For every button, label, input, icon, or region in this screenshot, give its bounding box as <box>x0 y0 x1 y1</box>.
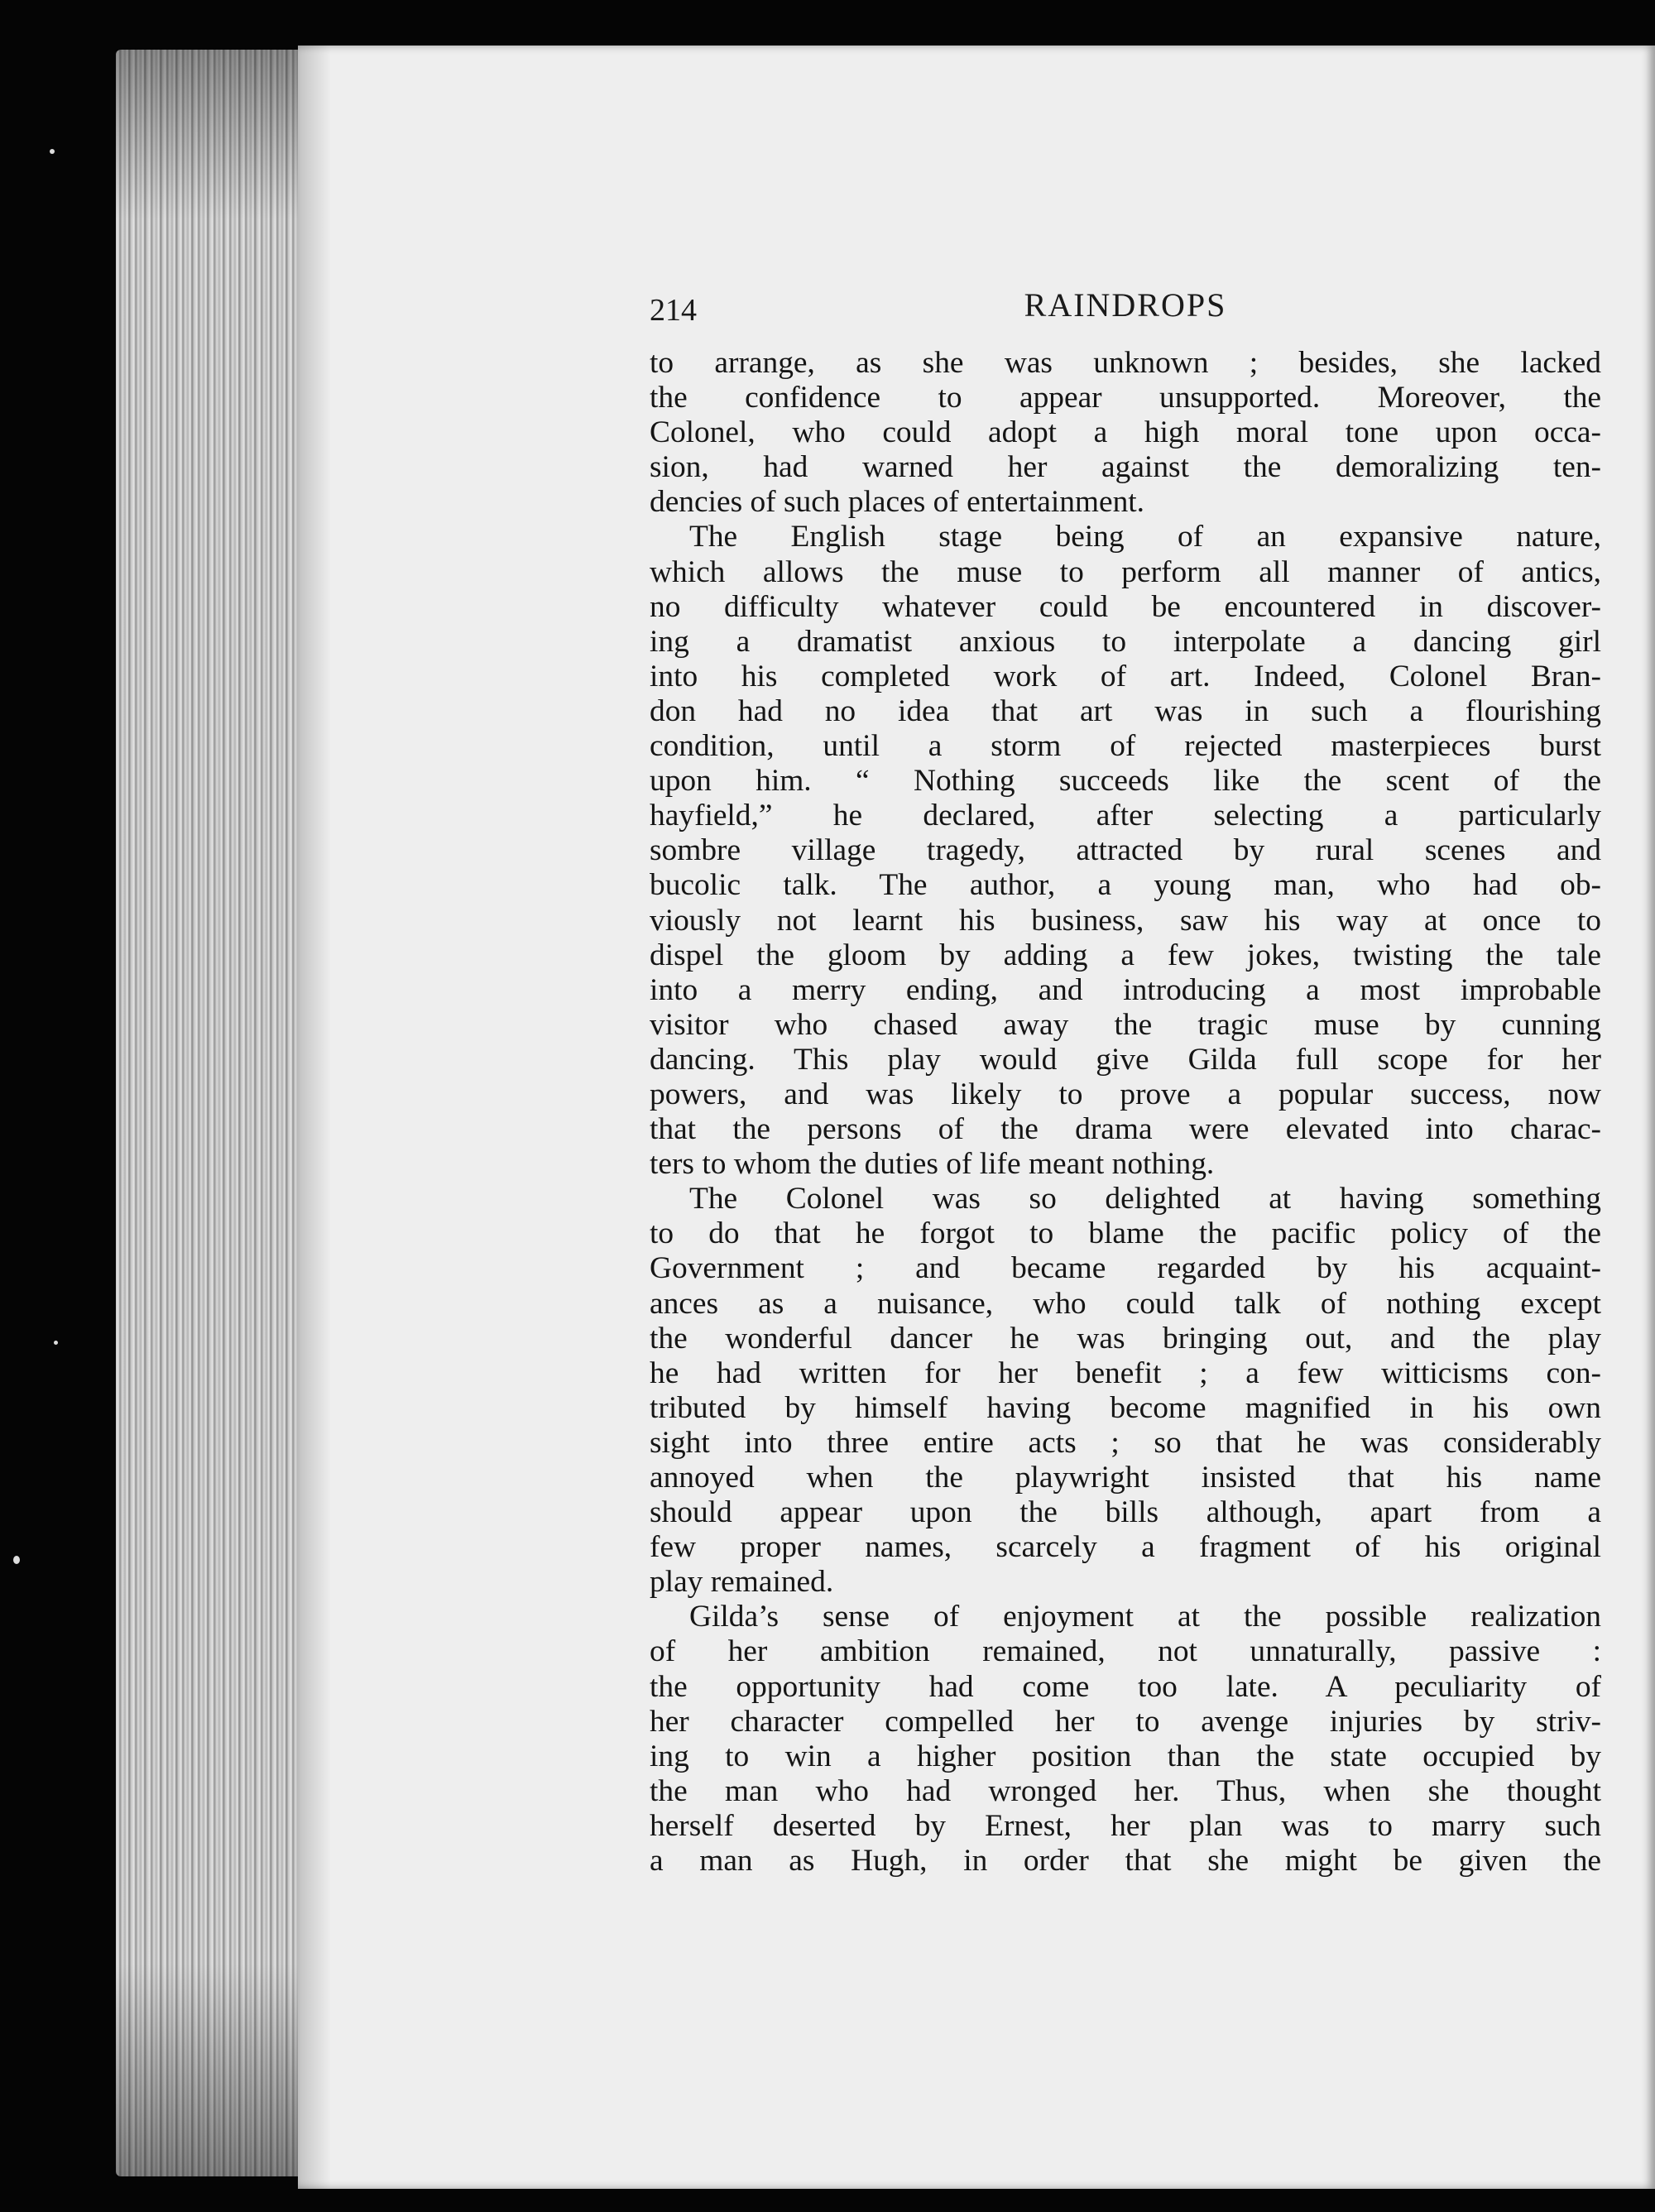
page-number: 214 <box>650 293 697 328</box>
text-line: condition, until a storm of rejected masterpieces burst <box>650 729 1601 764</box>
text-line: visitor who chased away the tragic muse by cunning <box>650 1007 1601 1042</box>
text-line: ing a dramatist anxious to interpolate a dancing girl <box>650 624 1601 659</box>
text-line: the wonderful dancer he was bringing out, and the play <box>650 1321 1601 1356</box>
text-line: viously not learnt his business, saw his way at once to <box>650 903 1601 938</box>
text-line: of her ambition remained, not unnaturally, passive : <box>650 1634 1601 1669</box>
text-line: the opportunity had come too late. A peculiarity of <box>650 1669 1601 1704</box>
text-line: dancing. This play would give Gilda full scope for her <box>650 1042 1601 1077</box>
text-line: sion, had warned her against the demoralizing ten- <box>650 450 1601 485</box>
text-line: sight into three entire acts ; so that he was considerably <box>650 1425 1601 1460</box>
dust-speck <box>50 149 55 154</box>
text-line: upon him. “ Nothing succeeds like the scent of the <box>650 764 1601 799</box>
text-line: no difficulty whatever could be encountered in discover- <box>650 589 1601 624</box>
dust-speck <box>13 1556 20 1564</box>
text-line: annoyed when the playwright insisted that his name <box>650 1461 1601 1495</box>
paragraph <box>650 520 1601 1182</box>
text-line: dispel the gloom by adding a few jokes, twisting the tale <box>650 938 1601 972</box>
text-line: the confidence to appear unsupported. Moreover, the <box>650 381 1601 415</box>
text-line: herself deserted by Ernest, her plan was to marry such <box>650 1808 1601 1843</box>
text-line: Colonel, who could adopt a high moral tone upon occa- <box>650 415 1601 450</box>
text-line: few proper names, scarcely a fragment of his original <box>650 1530 1601 1565</box>
text-line: her character compelled her to avenge injuries by striv- <box>650 1704 1601 1739</box>
text-line: Government ; and became regarded by his acquaint- <box>650 1251 1601 1286</box>
body-text <box>650 346 1601 1879</box>
paragraph <box>650 1600 1601 1879</box>
text-line: should appear upon the bills although, apart from a <box>650 1495 1601 1530</box>
paragraph <box>650 1182 1601 1600</box>
text-line: ing to win a higher position than the state occupied by <box>650 1739 1601 1773</box>
text-line: which allows the muse to perform all manner of antics, <box>650 554 1601 589</box>
text-line: The Colonel was so delighted at having something <box>689 1182 1601 1216</box>
text-line: bucolic talk. The author, a young man, who had ob- <box>650 868 1601 903</box>
text-line: hayfield,” he declared, after selecting a particularly <box>650 799 1601 833</box>
running-title: RAINDROPS <box>1024 286 1227 324</box>
text-line: into his completed work of art. Indeed, Colonel Bran- <box>650 659 1601 693</box>
text-line: he had written for her benefit ; a few witticisms con- <box>650 1356 1601 1390</box>
text-line: sombre village tragedy, attracted by rural scenes and <box>650 833 1601 868</box>
text-line: tributed by himself having become magnified in his own <box>650 1390 1601 1425</box>
text-line: The English stage being of an expansive nature, <box>689 520 1601 554</box>
text-line: ters to whom the duties of life meant nothing. <box>650 1147 1215 1182</box>
dust-speck <box>54 1341 58 1345</box>
page-edges <box>116 50 323 2176</box>
text-line: that the persons of the drama were elevated into charac- <box>650 1112 1601 1147</box>
running-head <box>650 285 1601 335</box>
text-line: don had no idea that art was in such a flourishing <box>650 693 1601 728</box>
text-line: ances as a nuisance, who could talk of nothing except <box>650 1286 1601 1321</box>
paragraph <box>650 346 1601 520</box>
text-line: into a merry ending, and introducing a most improbable <box>650 972 1601 1007</box>
text-line: Gilda’s sense of enjoyment at the possible realization <box>689 1600 1601 1634</box>
text-line: a man as Hugh, in order that she might be given the <box>650 1844 1601 1879</box>
text-line: powers, and was likely to prove a popular success, now <box>650 1077 1601 1111</box>
text-line: to arrange, as she was unknown ; besides, she lacked <box>650 346 1601 380</box>
text-line: to do that he forgot to blame the pacific policy of the <box>650 1216 1601 1251</box>
text-line: dencies of such places of entertainment. <box>650 485 1145 520</box>
text-line: the man who had wronged her. Thus, when she thought <box>650 1773 1601 1808</box>
text-line: play remained. <box>650 1565 834 1600</box>
